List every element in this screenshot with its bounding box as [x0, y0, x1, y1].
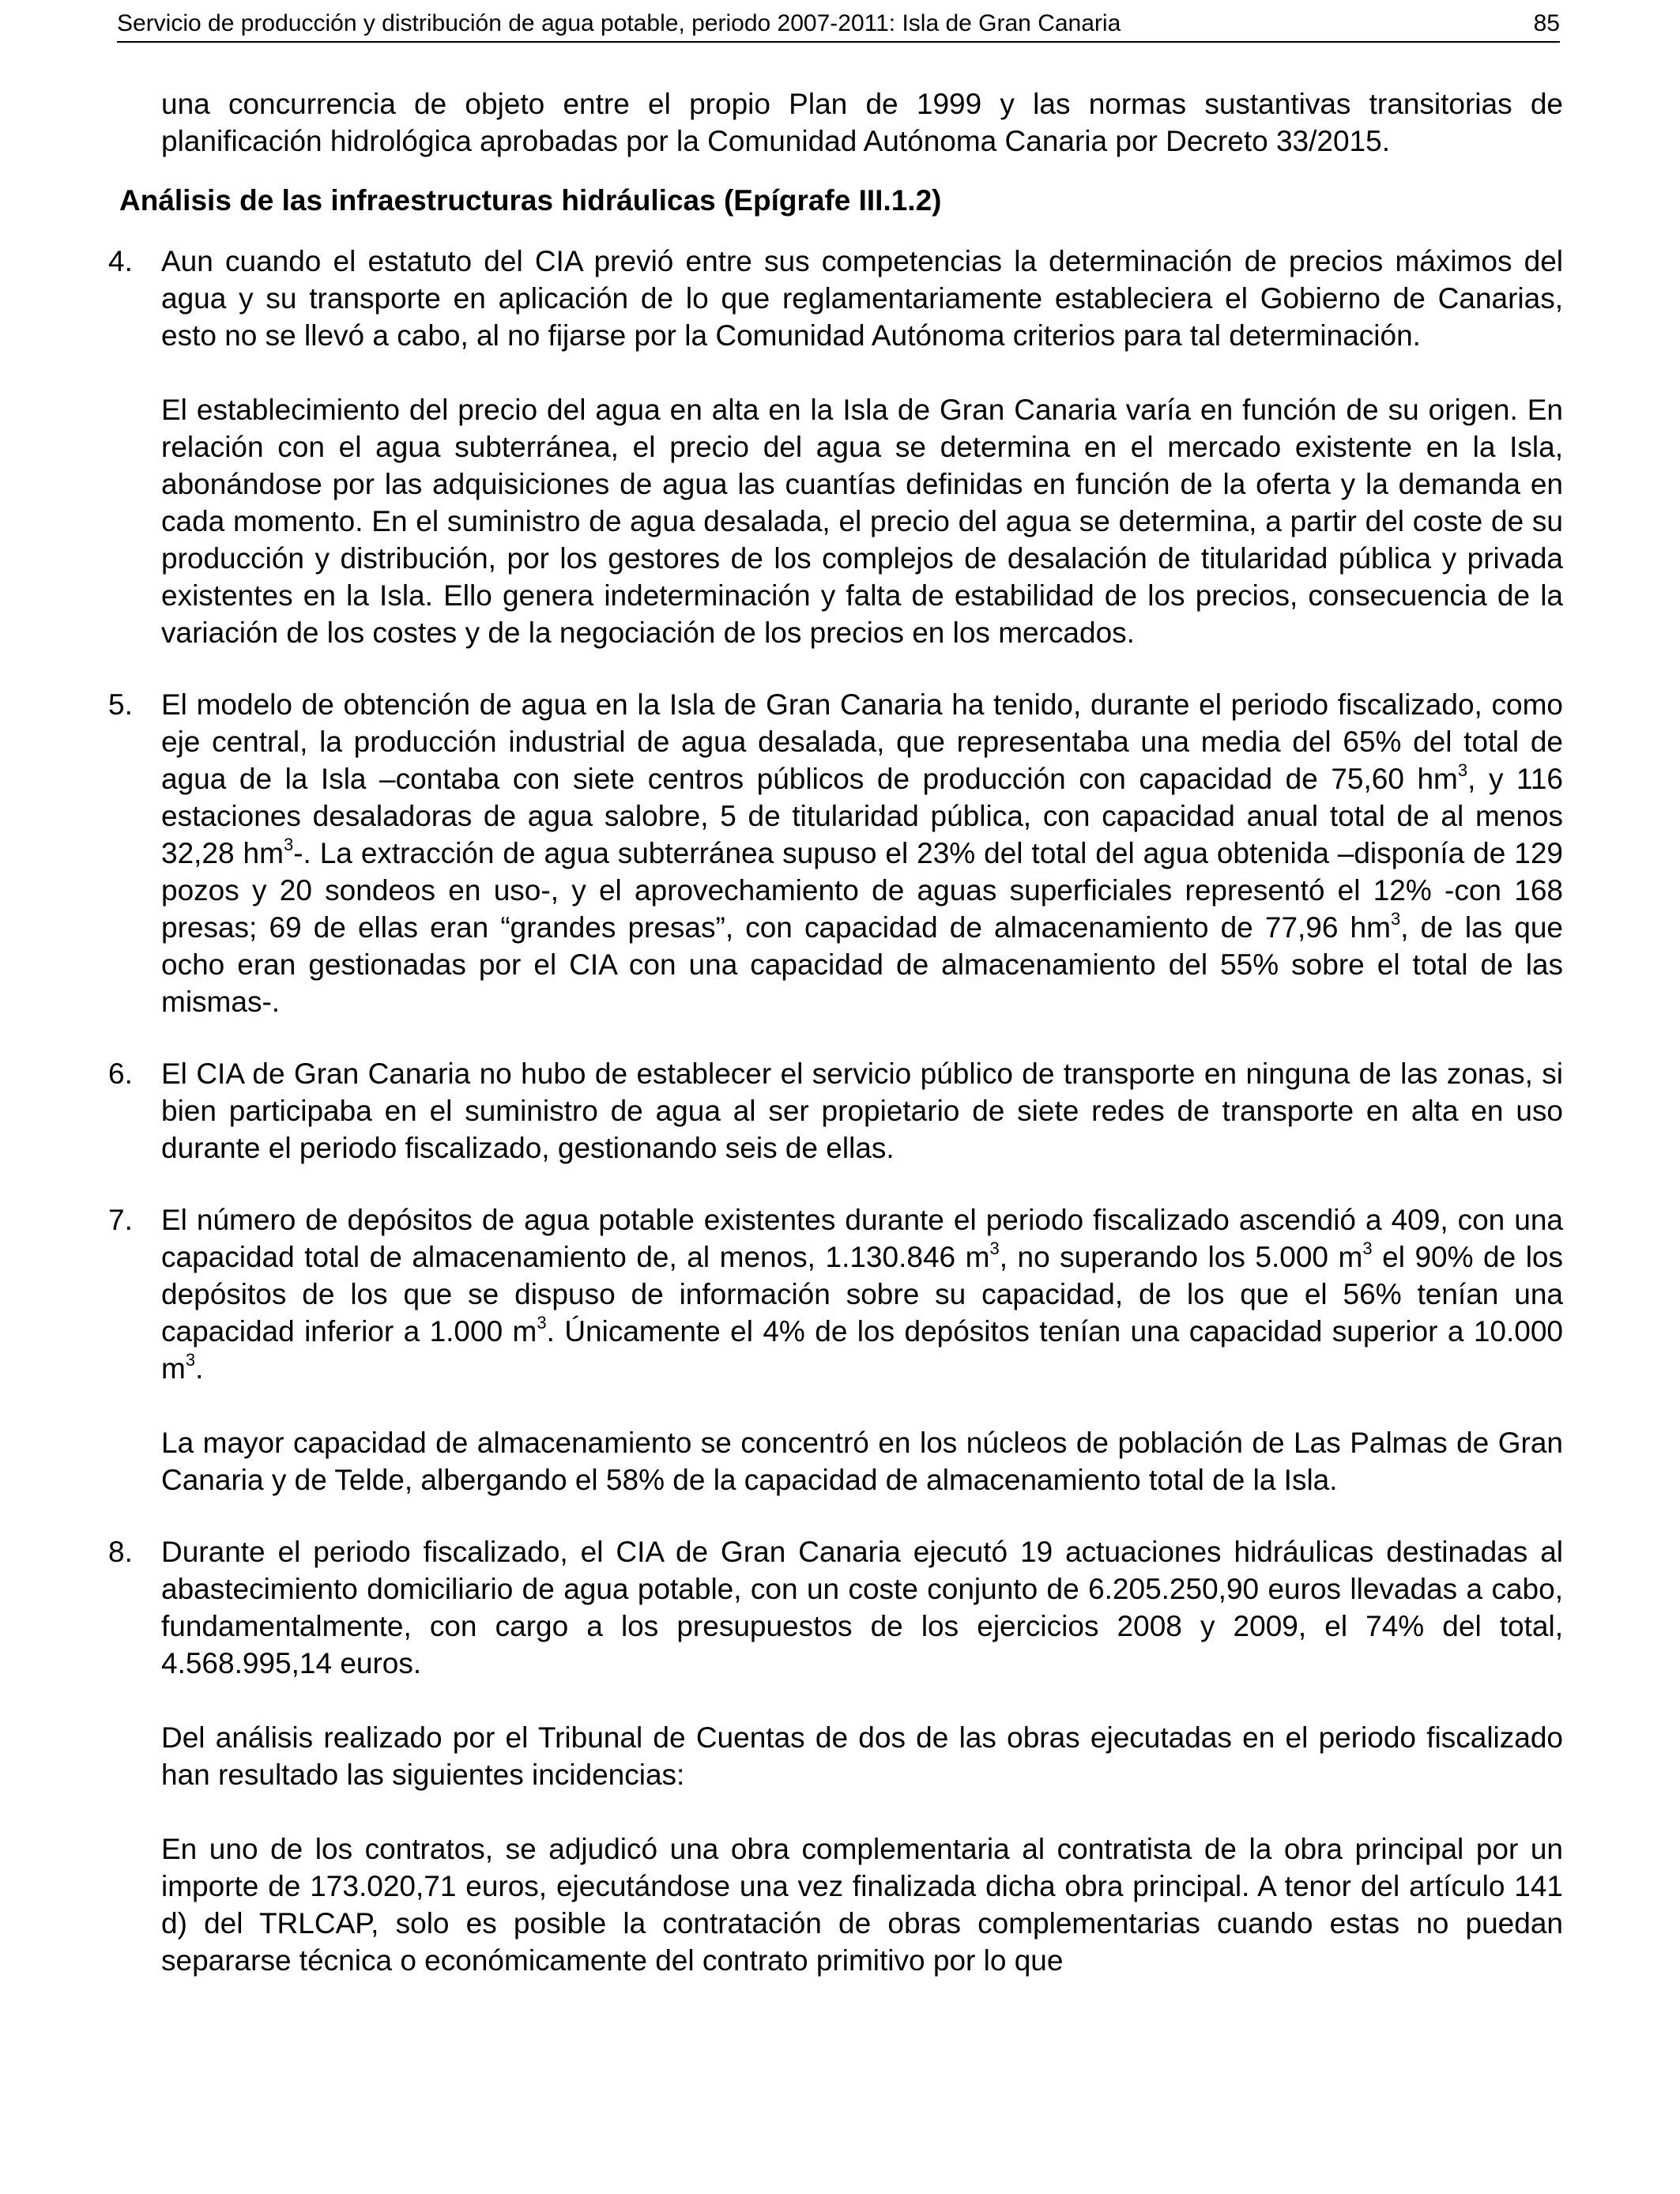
header-title: Servicio de producción y distribución de agua potable, periodo 2007-2011: Isla de Gran Canaria	[117, 10, 1121, 36]
list-item-5	[108, 686, 1564, 1020]
superscript-exponent: 3	[1390, 909, 1401, 929]
section-heading: Análisis de las infraestructuras hidráulicas (Epígrafe III.1.2)	[119, 184, 942, 217]
item-paragraph: El establecimiento del precio del agua en alta en la Isla de Gran Canaria varía en función de su origen. En relación con el agua subterránea, el precio del agua se determina en el mercado existente en la Isla, abonándose por las adquisiciones de agua las cuantías definidas en función de la oferta y la demanda en cada momento. En el suministro de agua desalada, el precio del agua se determina, a partir del coste de su producción y distribución, por los gestores de los complejos de desalación de titularidad pública y privada existentes en la Isla. Ello genera indeterminación y falta de estabilidad de los precios, consecuencia de la variación de los costes y de la negociación de los precios en los mercados.	[161, 394, 1563, 649]
list-item-8	[108, 1533, 1563, 1979]
item-paragraph: El número de depósitos de agua potable existentes durante el periodo fiscalizado ascendió a 409, con una capacidad total de almacenamiento de, al menos, 1.130.846 $m^3$, no superando los 5.000 $m^3$ el 90% de los depósitos de los que se dispuso de información sobre su capacidad, de los que el 56% tenían una capacidad inferior a 1.000 $m^3$. Únicamente el 4% de los depósitos tenían una capacidad superior a 10.000 $m^3$.	[161, 1204, 1564, 1385]
superscript-exponent: 3	[989, 1238, 1000, 1258]
superscript-exponent: 3	[1362, 1238, 1373, 1258]
item-paragraph: Durante el periodo fiscalizado, el CIA de Gran Canaria ejecutó 19 actuaciones hidráulicas destinadas al abastecimiento domiciliario de agua potable, con un coste conjunto de 6.205.250,90 euros llevadas a cabo, fundamentalmente, con cargo a los presupuestos de los ejercicios 2008 y 2009, el 74% del total, 4.568.995,14 euros.	[161, 1536, 1563, 1679]
item-paragraph: El CIA de Gran Canaria no hubo de establecer el servicio público de transporte en ninguna de las zonas, si bien participaba en el suministro de agua al ser propietario de siete redes de transporte en alta en uso durante el periodo fiscalizado, gestionando seis de ellas.	[161, 1057, 1563, 1164]
item-number: 6.	[108, 1057, 133, 1090]
item-number: 4.	[108, 245, 133, 277]
intro-paragraph: una concurrencia de objeto entre el propio Plan de 1999 y las normas sustantivas transitorias de planificación hidrológica aprobadas por la Comunidad Autónoma Canaria por Decreto 33/2015.	[161, 88, 1563, 157]
item-number: 5.	[108, 688, 133, 721]
superscript-exponent: 3	[283, 835, 294, 854]
item-paragraph: Aun cuando el estatuto del CIA previó entre sus competencias la determinación de precios máximos del agua y su transporte en aplicación de lo que reglamentariamente estableciera el Gobierno de Canarias, esto no se llevó a cabo, al no fijarse por la Comunidad Autónoma criterios para tal determinación.	[161, 245, 1563, 352]
superscript-exponent: 3	[185, 1350, 196, 1370]
item-paragraph: Del análisis realizado por el Tribunal de Cuentas de dos de las obras ejecutadas en el periodo fiscalizado han resultado las siguientes incidencias:	[161, 1721, 1563, 1791]
document-body	[108, 85, 1564, 2014]
superscript-exponent: 3	[1457, 760, 1468, 780]
item-paragraph: El modelo de obtención de agua en la Isla de Gran Canaria ha tenido, durante el periodo fiscalizado, como eje central, la producción industrial de agua desalada, que representaba una media del 65% del total de agua de la Isla –contaba con siete centros públicos de producción con capacidad de 75,60 $hm^3$, y 116 estaciones desaladoras de agua salobre, 5 de titularidad pública, con capacidad anual total de al menos 32,28 $hm^3-$. La extracción de agua subterránea supuso el 23% del total del agua obtenida –disponía de 129 pozos y 20 sondeos en uso-, y el aprovechamiento de aguas superficiales representó el 12% -con 168 presas; 69 de ellas eran “grandes presas”, con capacidad de almacenamiento de 77,96 $hm^3$, de las que ocho eran gestionadas por el CIA con una capacidad de almacenamiento del 55% sobre el total de las mismas-.	[161, 688, 1564, 1018]
page-number: 85	[1533, 10, 1560, 36]
list-item-7	[108, 1201, 1564, 1498]
item-number: 7.	[108, 1204, 133, 1236]
list-item-6	[108, 1055, 1563, 1167]
list-item-4	[108, 243, 1563, 651]
item-paragraph: La mayor capacidad de almacenamiento se concentró en los núcleos de población de Las Palmas de Gran Canaria y de Telde, albergando el 58% de la capacidad de almacenamiento total de la Isla.	[161, 1427, 1563, 1496]
superscript-exponent: 3	[537, 1313, 547, 1333]
page-header	[117, 8, 1560, 43]
item-paragraph: En uno de los contratos, se adjudicó una obra complementaria al contratista de la obra principal por un importe de 173.020,71 euros, ejecutándose una vez finalizada dicha obra principal. A tenor del artículo 141 d) del TRLCAP, solo es posible la contratación de obras complementarias cuando estas no puedan separarse técnica o económicamente del contrato primitivo por lo que	[161, 1833, 1563, 1977]
item-number: 8.	[108, 1536, 133, 1568]
